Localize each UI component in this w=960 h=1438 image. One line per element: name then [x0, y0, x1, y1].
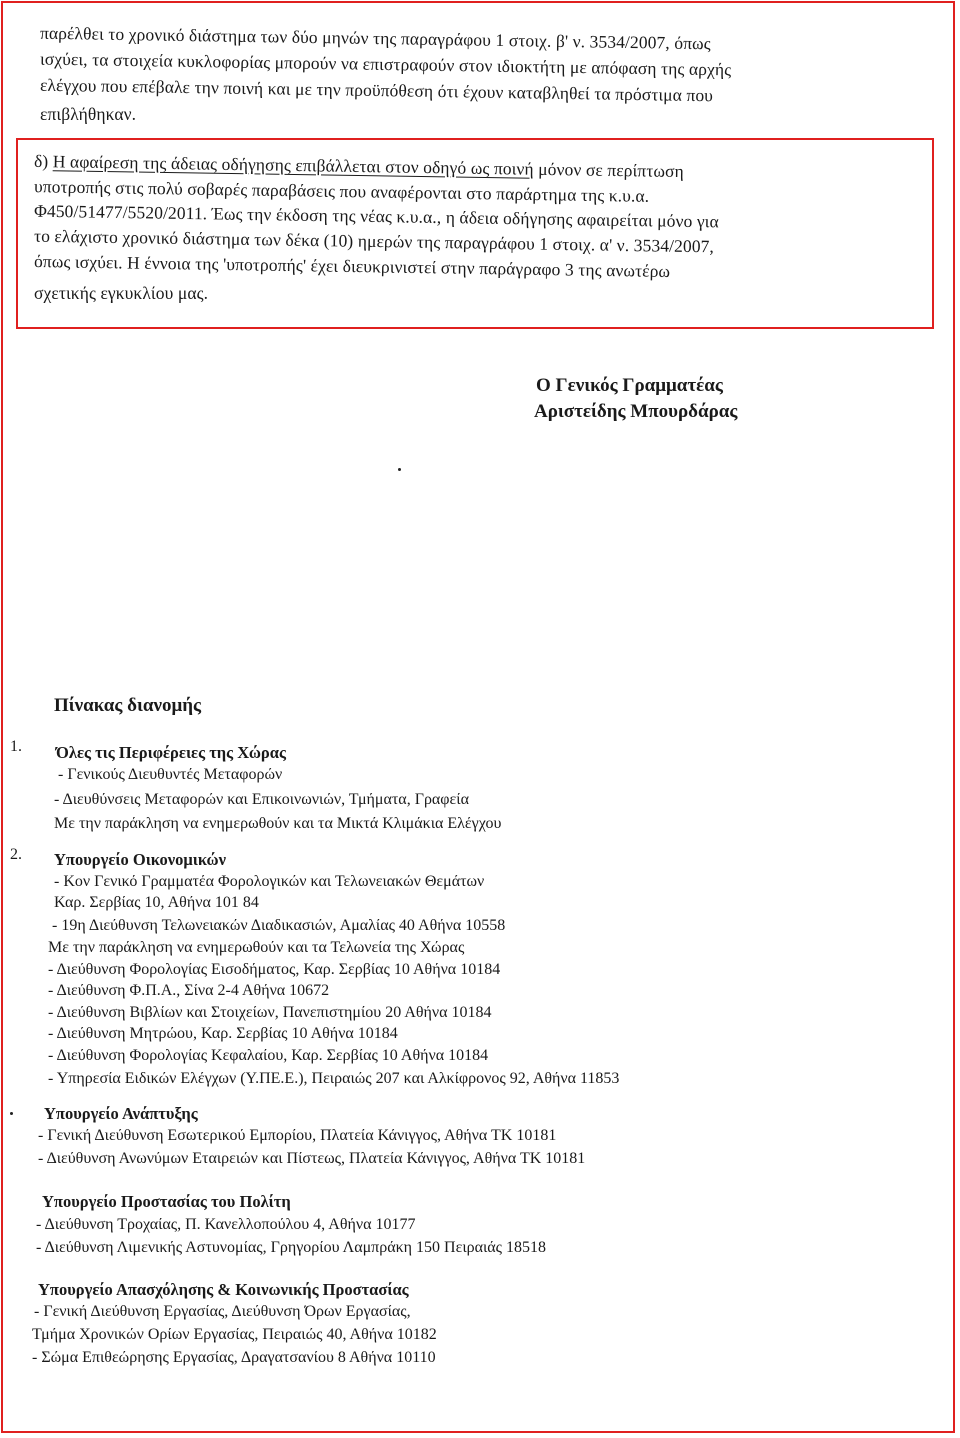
text-line: όπως ισχύει. Η έννοια της 'υποτροπής' έχει διευκρινιστεί στην παράγραφο 3 της ανωτέρω	[33, 251, 671, 281]
group-number: 1.	[10, 738, 22, 755]
group-org: Υπουργείο Απασχόλησης & Κοινωνικής Προστασίας	[38, 1280, 409, 1299]
list-item: - Σώμα Επιθεώρησης Εργασίας, Δραγατσανίου 8 Αθήνα 10110	[32, 1349, 436, 1366]
text-line: σχετικής εγκυκλίου μας.	[34, 283, 209, 303]
list-item: - Διεύθυνση Βιβλίων και Στοιχείων, Πανεπιστημίου 20 Αθήνα 10184	[48, 1004, 492, 1021]
list-item: Τμήμα Χρονικών Ορίων Εργασίας, Πειραιώς 40, Αθήνα 10182	[32, 1326, 437, 1343]
text-line: το ελάχιστο χρονικό διάστημα των δέκα (10) ημερών της παραγράφου 1 στοιχ. α' ν. 3534/2007,	[33, 225, 715, 257]
group-org: Όλες τις Περιφέρειες της Χώρας	[56, 743, 286, 762]
list-item: - Διεύθυνση Φ.Π.Α., Σίνα 2-4 Αθήνα 10672	[48, 982, 330, 999]
list-item: Καρ. Σερβίας 10, Αθήνα 101 84	[54, 894, 259, 911]
list-item: - Γενική Διεύθυνση Εργασίας, Διεύθυνση Όρων Εργασίας,	[34, 1303, 411, 1320]
scan-speck	[398, 468, 401, 471]
list-item: - Διεύθυνση Φορολογίας Κεφαλαίου, Καρ. Σερβίας 10 Αθήνα 10184	[48, 1047, 489, 1064]
group-number: 2.	[10, 846, 22, 863]
group-org: Υπουργείο Ανάπτυξης	[44, 1104, 198, 1123]
list-item: - Διεύθυνση Λιμενικής Αστυνομίας, Γρηγορίου Λαμπράκη 150 Πειραιάς 18518	[36, 1239, 547, 1256]
group-org: Υπουργείο Οικονομικών	[54, 850, 226, 869]
paragraph-label: δ)	[33, 150, 49, 172]
list-item: - Διεύθυνση Ανωνύμων Εταιρειών και Πίστεως, Πλατεία Κάνιγγος, Αθήνα ΤΚ 10181	[38, 1150, 586, 1167]
text-line: ελέγχου που επέβαλε την ποινή και με την προϋπόθεση ότι έχουν καταβληθεί τα πρόστιμα που	[39, 74, 714, 106]
underlined-text: Η αφαίρεση της άδειας οδήγησης επιβάλλεται στον οδηγό ως ποινή	[52, 151, 534, 179]
signature-name: Αριστείδης Μπουρδάρας	[534, 401, 738, 422]
text-span: μόνον σε περίπτωση	[538, 158, 685, 182]
text-line: υποτροπής στις πολύ σοβαρές παραβάσεις που αναφέρονται στο παράρτημα της κ.υ.α.	[33, 176, 650, 206]
scan-speck	[10, 1112, 13, 1115]
text-line: Φ450/51477/5520/2011. Έως την έκδοση της νέας κ.υ.α., η άδεια οδήγησης αφαιρείται μόνο για	[33, 200, 719, 232]
text-line: παρέλθει το χρονικό διάστημα των δύο μηνών της παραγράφου 1 στοιχ. β' ν. 3534/2007, όπως	[39, 22, 711, 54]
list-item: Με την παράκληση να ενημερωθούν και τα Μικτά Κλιμάκια Ελέγχου	[54, 815, 502, 832]
text-line: ισχύει, τα στοιχεία κυκλοφορίας μπορούν να επιστραφούν στον ιδιοκτήτη με απόφαση της αρχής	[39, 48, 732, 80]
list-item: - Διεύθυνση Τροχαίας, Π. Κανελλοπούλου 4, Αθήνα 10177	[36, 1216, 416, 1233]
list-item: - Κον Γενικό Γραμματέα Φορολογικών και Τελωνειακών Θεμάτων	[54, 873, 485, 890]
list-item: - Διεύθυνση Μητρώου, Καρ. Σερβίας 10 Αθήνα 10184	[48, 1025, 398, 1042]
list-item: Με την παράκληση να ενημερωθούν και τα Τελωνεία της Χώρας	[48, 939, 465, 956]
text-line: επιβλήθηκαν.	[40, 104, 137, 124]
list-item: - 19η Διεύθυνση Τελωνειακών Διαδικασιών, Αμαλίας 40 Αθήνα 10558	[52, 917, 506, 934]
signature-title: Ο Γενικός Γραμματέας	[536, 375, 723, 396]
list-item: - Γενική Διεύθυνση Εσωτερικού Εμπορίου, Πλατεία Κάνιγγος, Αθήνα ΤΚ 10181	[38, 1127, 557, 1144]
list-item: - Γενικούς Διευθυντές Μεταφορών	[58, 766, 283, 783]
list-item: - Υπηρεσία Ειδικών Ελέγχων (Υ.ΠΕ.Ε.), Πειραιώς 207 και Αλκίφρονος 92, Αθήνα 11853	[48, 1070, 620, 1087]
group-org: Υπουργείο Προστασίας του Πολίτη	[42, 1192, 291, 1211]
list-item: - Διεύθυνση Φορολογίας Εισοδήματος, Καρ. Σερβίας 10 Αθήνα 10184	[48, 961, 501, 978]
list-item: - Διευθύνσεις Μεταφορών και Επικοινωνιών, Τμήματα, Γραφεία	[54, 791, 469, 808]
distribution-title: Πίνακας διανομής	[54, 695, 202, 716]
